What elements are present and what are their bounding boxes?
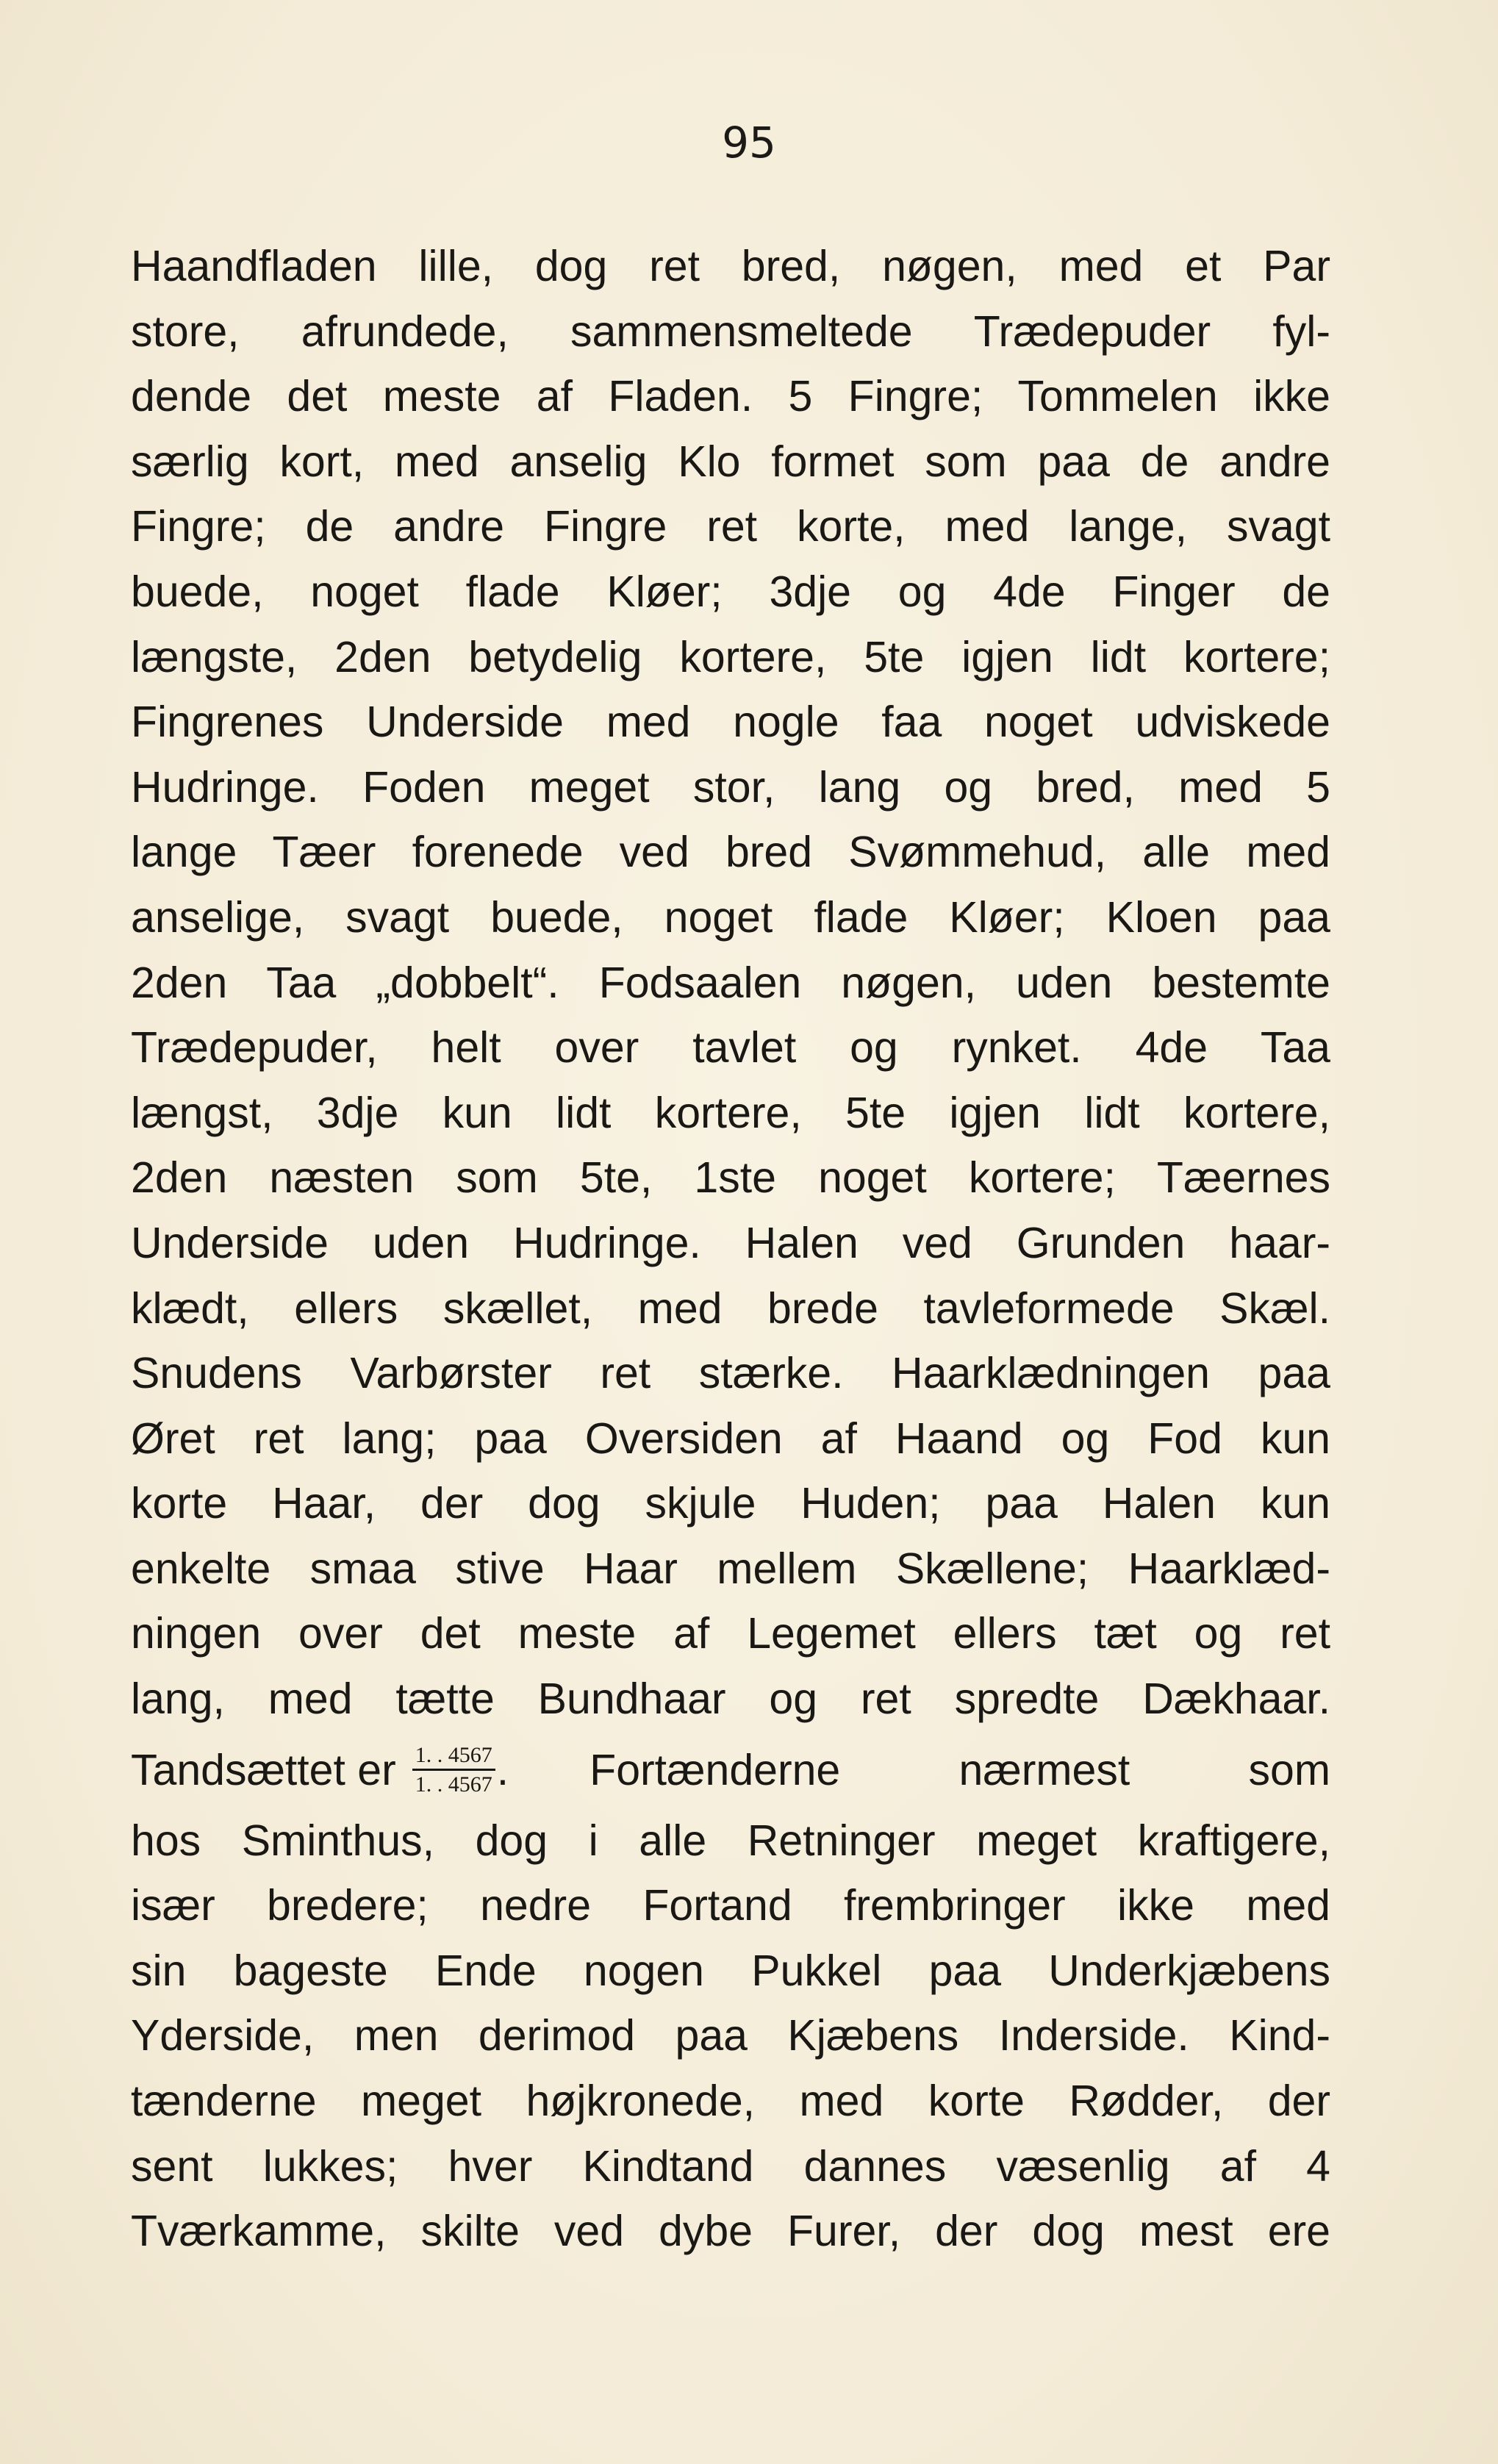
text-line: 2den næsten som 5te, 1ste noget kortere; Tæernes [131, 1153, 1330, 1203]
fraction-period: . [496, 1745, 509, 1794]
text-line: dende det meste af Fladen. 5 Fingre; Tommelen ikke [131, 372, 1330, 421]
body-text [131, 234, 1330, 2264]
formula-prefix: Tandsættet er [131, 1745, 396, 1794]
text-line: hos Sminthus, dog i alle Retninger meget kraftigere, [131, 1816, 1330, 1865]
text-line: Snudens Varbørster ret stærke. Haarklædningen paa [131, 1349, 1330, 1398]
text-line: korte Haar, der dog skjule Huden; paa Halen kun [131, 1479, 1330, 1528]
text-line: Tværkamme, skilte ved dybe Furer, der dog mest ere [131, 2207, 1330, 2256]
text-line: sent lukkes; hver Kindtand dannes væsenlig af 4 [131, 2141, 1330, 2191]
dental-formula-line [131, 1732, 1330, 1808]
fraction-denominator: 1. . 4567 [415, 1772, 492, 1797]
text-line: Yderside, men derimod paa Kjæbens Inderside. Kind- [131, 2011, 1330, 2060]
text-line: Øret ret lang; paa Oversiden af Haand og Fod kun [131, 1414, 1330, 1463]
text-line: Hudringe. Foden meget stor, lang og bred, med 5 [131, 762, 1330, 812]
fraction-numerator: 1. . 4567 [412, 1743, 495, 1771]
text-line: klædt, ellers skællet, med brede tavleformede Skæl. [131, 1283, 1330, 1333]
text-line: anselige, svagt buede, noget flade Kløer; Kloen paa [131, 892, 1330, 942]
text-line: buede, noget flade Kløer; 3dje og 4de Finger de [131, 567, 1330, 616]
formula-suffix-word: nærmest [958, 1745, 1130, 1794]
text-line: lange Tæer forenede ved bred Svømmehud, alle med [131, 828, 1330, 877]
formula-suffix [589, 1732, 1330, 1808]
text-line: lang, med tætte Bundhaar og ret spredte Dækhaar. [131, 1675, 1330, 1724]
text-line: særlig kort, med anselig Klo formet som paa de andre [131, 437, 1330, 486]
text-line: Trædepuder, helt over tavlet og rynket. 4de Taa [131, 1023, 1330, 1072]
text-line: tænderne meget højkronede, med korte Rødder, der [131, 2077, 1330, 2126]
text-line: sin bageste Ende nogen Pukkel paa Underkjæbens [131, 1946, 1330, 1995]
text-line: især bredere; nedre Fortand frembringer ikke med [131, 1881, 1330, 1930]
page-number: 95 [722, 118, 776, 168]
text-line: Haandfladen lille, dog ret bred, nøgen, med et Par [131, 242, 1330, 290]
text-line: ningen over det meste af Legemet ellers tæt og ret [131, 1609, 1330, 1658]
text-line: længst, 3dje kun lidt kortere, 5te igjen lidt kortere, [131, 1088, 1330, 1137]
formula-suffix-word: Fortænderne [589, 1745, 841, 1794]
text-line: 2den Taa „dobbelt“. Fodsaalen nøgen, uden bestemte [131, 958, 1330, 1007]
text-line: længste, 2den betydelig kortere, 5te igjen lidt kortere; [131, 632, 1330, 681]
dental-formula-fraction [412, 1743, 495, 1797]
text-line: Fingre; de andre Fingre ret korte, med lange, svagt [131, 502, 1330, 551]
text-line: store, afrundede, sammensmeltede Trædepuder fyl- [131, 307, 1330, 356]
text-line: enkelte smaa stive Haar mellem Skællene; Haarklæd- [131, 1544, 1330, 1593]
formula-suffix-word: som [1248, 1745, 1330, 1794]
text-line: Fingrenes Underside med nogle faa noget udviskede [131, 698, 1330, 747]
text-line: Underside uden Hudringe. Halen ved Grunden haar- [131, 1218, 1330, 1267]
